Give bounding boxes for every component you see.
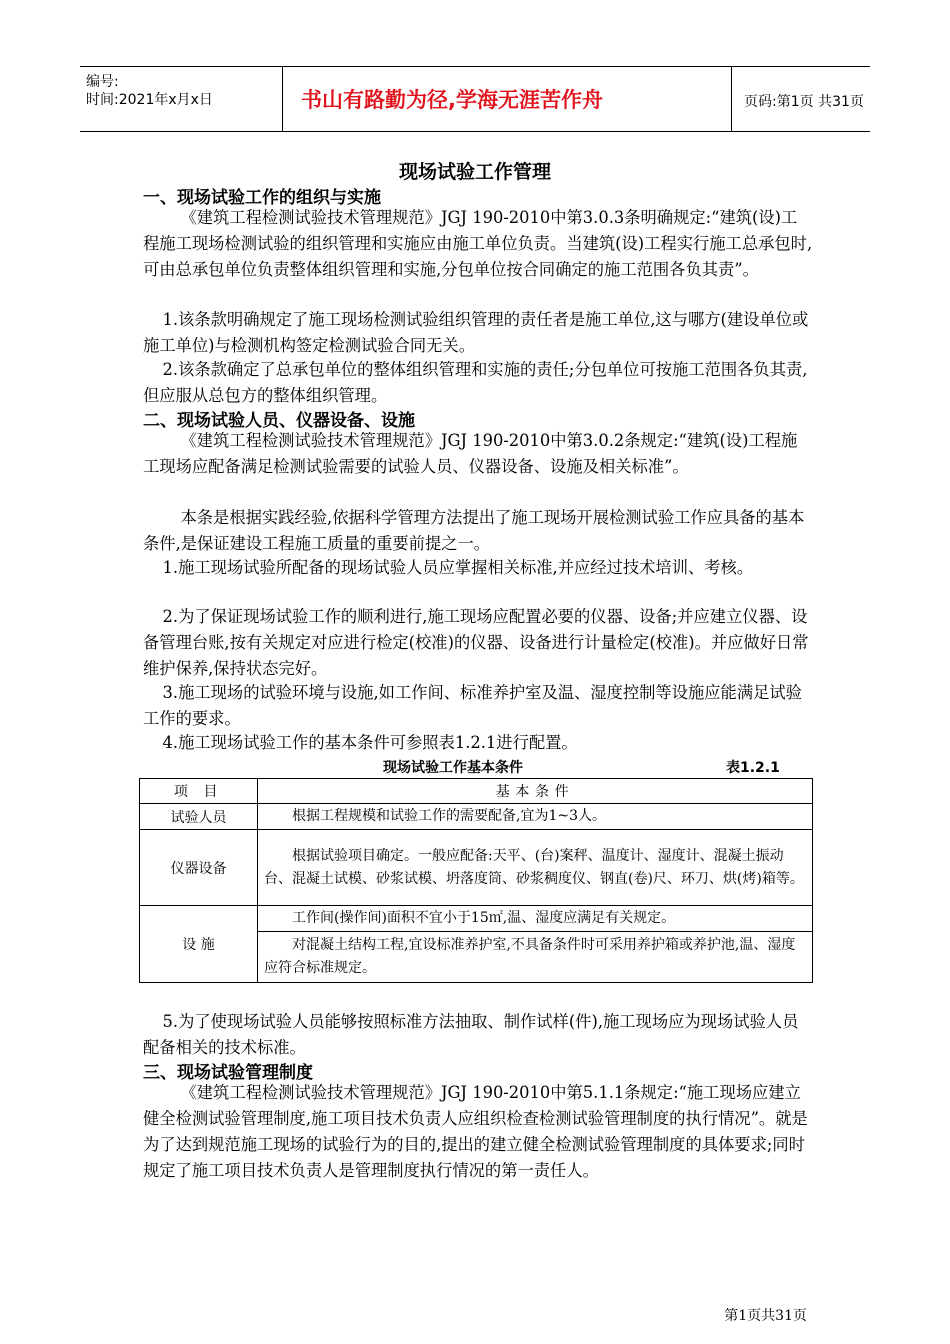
motto-text: 书山有路勤为径,学海无涯苦作舟 [301, 88, 603, 112]
paragraph: 3.施工现场的试验环境与设施,如工作间、标准养护室及温、湿度控制等设施应能满足试验工作的要求。 [143, 683, 802, 728]
table-row [140, 830, 813, 906]
number-label: 编号: [86, 74, 119, 90]
table-number: 表1.2.1 [726, 760, 780, 776]
paragraph: 5.为了使现场试验人员能够按照标准方法抽取、制作试样(件),施工现场应为现场试验人员配备相关的技术标准。 [143, 1012, 799, 1057]
table-caption: 现场试验工作基本条件 [383, 760, 523, 776]
section-heading-1: 一、现场试验工作的组织与实施 [143, 188, 381, 208]
header-meta-cell [80, 67, 282, 131]
paragraph: 本条是根据实践经验,依据科学管理方法提出了施工现场开展检测试验工作应具备的基本条件,是保证建设工程施工质量的重要前提之一。 [143, 508, 805, 553]
page-info: 页码:第1页 共31页 [744, 94, 864, 110]
conditions-table [139, 778, 813, 983]
time-label: 时间:2021年x月x日 [86, 92, 213, 108]
header-motto-cell [282, 67, 732, 131]
row-condition: 根据试验项目确定。一般应配备:天平、(台)案秤、温度计、湿度计、混凝土振动台、混凝土试模、砂浆试模、坍落度筒、砂浆稠度仪、钢直(卷)尺、环刀、烘(烤)箱等。 [258, 830, 813, 906]
row-condition: 根据工程规模和试验工作的需要配备,宜为1~3人。 [258, 804, 813, 830]
paragraph: 《建筑工程检测试验技术管理规范》JGJ 190-2010中第5.1.1条规定:“施工现场应建立健全检测试验管理制度,施工项目技术负责人应组织检查检测试验管理制度的执行情况”。就是为了达到规范施工现场的试验行为的目的,提出的建立健全检测试验管理制度的具体要求;同时规定了施工项目技术负责人是管理制度执行情况的第一责任人。 [143, 1083, 808, 1180]
section-heading-2: 二、现场试验人员、仪器设备、设施 [143, 411, 415, 431]
page-footer: 第1页共31页 [724, 1308, 807, 1324]
table-row [140, 804, 813, 830]
table-row [140, 906, 813, 932]
row-condition: 工作间(操作间)面积不宜小于15㎡,温、湿度应满足有关规定。 [258, 906, 813, 932]
header-condition: 基本条件 [258, 779, 813, 804]
row-item: 试验人员 [140, 804, 258, 830]
section-heading-3: 三、现场试验管理制度 [143, 1063, 313, 1083]
page-header [80, 66, 870, 132]
document-title: 现场试验工作管理 [398, 161, 551, 183]
header-item: 项 目 [140, 779, 258, 804]
row-condition: 对混凝土结构工程,宜设标准养护室,不具备条件时可采用养护箱或养护池,温、湿度应符合标准规定。 [258, 932, 813, 983]
table-header-row [140, 779, 813, 804]
paragraph: 2.为了保证现场试验工作的顺利进行,施工现场应配置必要的仪器、设备;并应建立仪器、设备管理台账,按有关规定对应进行检定(校准)的仪器、设备进行计量检定(校准)。并应做好日常维护保养,保持状态完好。 [143, 607, 809, 678]
header-page-cell [732, 67, 870, 131]
row-item: 仪器设备 [140, 830, 258, 906]
paragraph: 1.施工现场试验所配备的现场试验人员应掌握相关标准,并应经过技术培训、考核。 [162, 558, 754, 577]
paragraph: 《建筑工程检测试验技术管理规范》JGJ 190-2010中第3.0.2条规定:“建筑(设)工程施工现场应配备满足检测试验需要的试验人员、仪器设备、设施及相关标准”。 [143, 431, 798, 476]
paragraph: 4.施工现场试验工作的基本条件可参照表1.2.1进行配置。 [162, 733, 578, 752]
paragraph: 1.该条款明确规定了施工现场检测试验组织管理的责任者是施工单位,这与哪方(建设单位或施工单位)与检测机构签定检测试验合同无关。 [143, 310, 809, 355]
row-item: 设 施 [140, 906, 258, 983]
paragraph: 《建筑工程检测试验技术管理规范》JGJ 190-2010中第3.0.3条明确规定:“建筑(设)工程施工现场检测试验的组织管理和实施应由施工单位负责。当建筑(设)工程实行施工总承包时,可由总承包单位负责整体组织管理和实施,分包单位按合同确定的施工范围各负其责”。 [143, 208, 813, 279]
paragraph: 2.该条款确定了总承包单位的整体组织管理和实施的责任;分包单位可按施工范围各负其责,但应服从总包方的整体组织管理。 [143, 360, 808, 405]
